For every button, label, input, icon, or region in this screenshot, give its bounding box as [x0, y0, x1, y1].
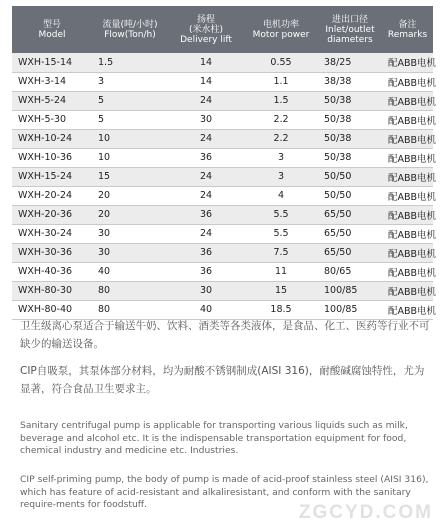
table-row	[12, 262, 433, 281]
cell-flow: 5	[92, 91, 168, 110]
cell-power: 7.5	[244, 243, 318, 262]
cell-lift: 40	[168, 300, 244, 319]
header-flow: 流量(吨/小时) Flow(Ton/h)	[92, 6, 168, 53]
cell-model: WXH-15-24	[12, 167, 92, 186]
cell-remark: 配ABB电机	[382, 110, 433, 129]
cell-model: WXH-80-40	[12, 300, 92, 319]
table-row	[12, 224, 433, 243]
cell-lift: 36	[168, 205, 244, 224]
cell-model: WXH-20-24	[12, 186, 92, 205]
cell-diam: 65/50	[318, 243, 382, 262]
table-row	[12, 186, 433, 205]
paragraph-en-1: Sanitary centrifugal pump is applicable for transporting various liquids such as milk, beverage and alcohol etc. It is the indispensable transportation equipment for food, chemical industry and medicine etc. Industries.	[20, 420, 408, 456]
cell-power: 3	[244, 167, 318, 186]
cell-lift: 24	[168, 224, 244, 243]
cell-power: 11	[244, 262, 318, 281]
header-model: 型号 Model	[12, 6, 92, 53]
cell-model: WXH-5-24	[12, 91, 92, 110]
table-row	[12, 91, 433, 110]
cell-remark: 配ABB电机	[382, 148, 433, 167]
cell-remark: 配ABB电机	[382, 300, 433, 319]
spec-table-container	[12, 6, 437, 320]
cell-lift: 24	[168, 91, 244, 110]
cell-remark: 配ABB电机	[382, 243, 433, 262]
cell-power: 18.5	[244, 300, 318, 319]
cell-flow: 1.5	[92, 53, 168, 72]
table-row	[12, 53, 433, 72]
cell-power: 4	[244, 186, 318, 205]
cell-model: WXH-30-24	[12, 224, 92, 243]
watermark: ZGCYD.COM	[298, 502, 433, 523]
paragraph-cn-2: CIP自吸泵，其泵体部分材料，均为耐酸不锈钢制成(AISI 316)，耐酸碱腐蚀特性，尤为显著，符合食品卫生要求主。	[20, 365, 425, 395]
cell-model: WXH-3-14	[12, 72, 92, 91]
cell-flow: 40	[92, 262, 168, 281]
cell-flow: 3	[92, 72, 168, 91]
cell-lift: 30	[168, 281, 244, 300]
cell-model: WXH-5-30	[12, 110, 92, 129]
table-row	[12, 110, 433, 129]
cell-diam: 38/38	[318, 72, 382, 91]
cell-diam: 80/65	[318, 262, 382, 281]
cell-power: 0.55	[244, 53, 318, 72]
spec-table	[12, 6, 437, 320]
cell-flow: 5	[92, 110, 168, 129]
cell-remark: 配ABB电机	[382, 205, 433, 224]
cell-remark: 配ABB电机	[382, 262, 433, 281]
cell-diam: 50/50	[318, 186, 382, 205]
table-row	[12, 243, 433, 262]
cell-flow: 30	[92, 224, 168, 243]
table-row	[12, 205, 433, 224]
cell-model: WXH-80-30	[12, 281, 92, 300]
cell-power: 1.5	[244, 91, 318, 110]
cell-diam: 100/85	[318, 300, 382, 319]
cell-remark: 配ABB电机	[382, 72, 433, 91]
header-power: 电机功率 Motor power	[244, 6, 318, 53]
table-row	[12, 129, 433, 148]
cell-power: 5.5	[244, 205, 318, 224]
cell-diam: 100/85	[318, 281, 382, 300]
cell-flow: 10	[92, 129, 168, 148]
cell-remark: 配ABB电机	[382, 186, 433, 205]
cell-diam: 38/25	[318, 53, 382, 72]
cell-model: WXH-15-14	[12, 53, 92, 72]
cell-remark: 配ABB电机	[382, 91, 433, 110]
cell-flow: 80	[92, 281, 168, 300]
paragraph-en-2: CIP self-priming pump, the body of pump is made of acid-proof stainless steel (AISI 316), which has feature of acid-resistant and alkaliresistant, and conform with the sanitary require-ments for foodstuff.	[20, 474, 429, 510]
cell-lift: 24	[168, 167, 244, 186]
cell-flow: 80	[92, 300, 168, 319]
cell-lift: 24	[168, 186, 244, 205]
cell-power: 2.2	[244, 129, 318, 148]
cell-lift: 30	[168, 110, 244, 129]
cell-model: WXH-10-36	[12, 148, 92, 167]
cell-model: WXH-40-36	[12, 262, 92, 281]
cell-lift: 36	[168, 262, 244, 281]
cell-remark: 配ABB电机	[382, 224, 433, 243]
table-row	[12, 72, 433, 91]
cell-diam: 50/38	[318, 129, 382, 148]
cell-model: WXH-10-24	[12, 129, 92, 148]
cell-flow: 10	[92, 148, 168, 167]
cell-flow: 20	[92, 205, 168, 224]
cell-remark: 配ABB电机	[382, 129, 433, 148]
table-row	[12, 167, 433, 186]
cell-remark: 配ABB电机	[382, 281, 433, 300]
cell-diam: 65/50	[318, 224, 382, 243]
cell-diam: 50/38	[318, 91, 382, 110]
cell-power: 15	[244, 281, 318, 300]
cell-lift: 14	[168, 53, 244, 72]
cell-lift: 14	[168, 72, 244, 91]
cell-lift: 36	[168, 148, 244, 167]
cell-flow: 30	[92, 243, 168, 262]
table-header-row	[12, 6, 433, 53]
cell-lift: 36	[168, 243, 244, 262]
cell-model: WXH-20-36	[12, 205, 92, 224]
cell-flow: 15	[92, 167, 168, 186]
cell-remark: 配ABB电机	[382, 53, 433, 72]
cell-power: 2.2	[244, 110, 318, 129]
header-diameters: 进出口径 Inlet/outlet diameters	[318, 6, 382, 53]
cell-remark: 配ABB电机	[382, 167, 433, 186]
cell-diam: 65/50	[318, 205, 382, 224]
cell-power: 3	[244, 148, 318, 167]
cell-diam: 50/38	[318, 148, 382, 167]
table-row	[12, 281, 433, 300]
cell-lift: 24	[168, 129, 244, 148]
cell-diam: 50/38	[318, 110, 382, 129]
header-remarks: 备注 Remarks	[382, 6, 433, 53]
header-lift: 扬程 (米水柱) Delivery lift	[168, 6, 244, 53]
cell-diam: 50/50	[318, 167, 382, 186]
paragraph-cn-1: 卫生级离心泵适合于输送牛奶、饮料、酒类等各类液体，是食品、化工、医药等行业不可缺少的输送设备。	[20, 320, 430, 350]
cell-flow: 20	[92, 186, 168, 205]
cell-power: 1.1	[244, 72, 318, 91]
cell-power: 5.5	[244, 224, 318, 243]
table-row	[12, 148, 433, 167]
cell-model: WXH-30-36	[12, 243, 92, 262]
